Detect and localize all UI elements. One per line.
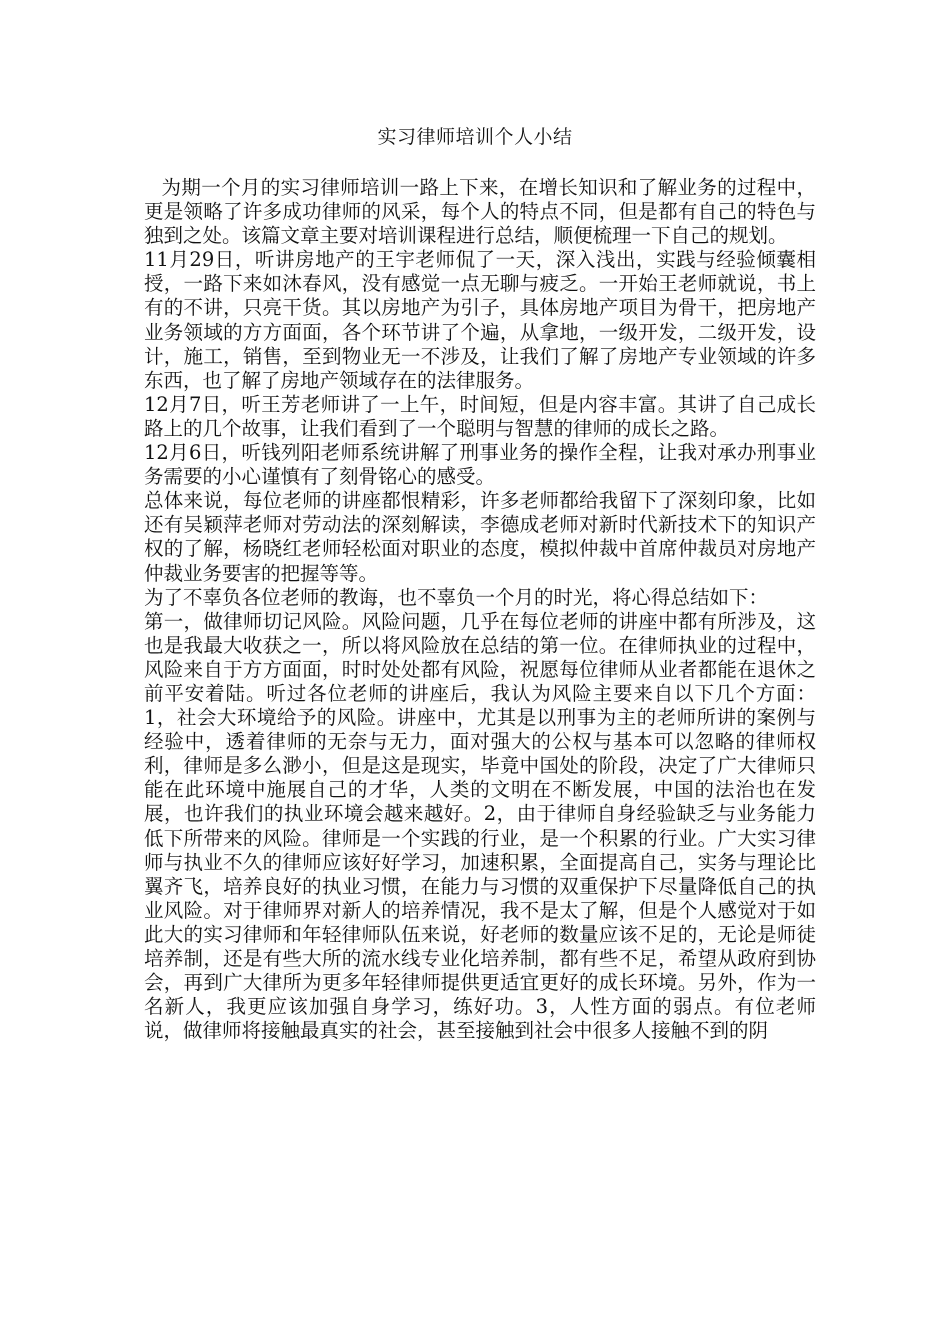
paragraph-intro: 为期一个月的实习律师培训一路上下来，在增长知识和了解业务的过程中，更是领略了许多成功律师的风采，每个人的特点不同，但是都有自己的特色与独到之处。该篇文章主要对培训课程进行总结，顺便梳理一下自己的规划。 — [144, 176, 816, 248]
paragraph-overall: 总体来说，每位老师的讲座都恨精彩，许多老师都给我留下了深刻印象，比如还有吴颖萍老师对劳动法的深刻解读，李德成老师对新时代新技术下的知识产权的了解，杨晓红老师轻松面对职业的态度，模拟仲裁中首席仲裁员对房地产仲裁业务要害的把握等等。 — [144, 489, 816, 585]
paragraph-dec-7: 12月7日，听王芳老师讲了一上午，时间短，但是内容丰富。其讲了自己成长路上的几个故事，让我们看到了一个聪明与智慧的律师的成长之路。 — [144, 392, 816, 440]
document-title: 实习律师培训个人小结 — [377, 126, 573, 148]
paragraph-summary-intro: 为了不辜负各位老师的教诲，也不辜负一个月的时光，将心得总结如下： — [144, 585, 769, 609]
paragraph-point-one: 第一，做律师切记风险。风险问题，几乎在每位老师的讲座中都有所涉及，这也是我最大收获之一，所以将风险放在总结的第一位。在律师执业的过程中，风险来自于方方面面，时时处处都有风险，祝愿每位律师从业者都能在退休之前平安着陆。听过各位老师的讲座后，我认为风险主要来自以下几个方面：1，社会大环境给予的风险。讲座中，尤其是以刑事为主的老师所讲的案例与经验中，透着律师的无奈与无力，面对强大的公权与基本可以忽略的律师权利，律师是多么渺小，但是这是现实，毕竟中国处的阶段，决定了广大律师只能在此环境中施展自己的才华，人类的文明在不断发展，中国的法治也在发展，也许我们的执业环境会越来越好。2，由于律师自身经验缺乏与业务能力低下所带来的风险。律师是一个实践的行业，是一个积累的行业。广大实习律师与执业不久的律师应该好好学习，加速积累，全面提高自己，实务与理论比翼齐飞，培养良好的执业习惯，在能力与习惯的双重保护下尽量降低自己的执业风险。对于律师界对新人的培养情况，我不是太了解，但是个人感觉对于如此大的实习律师和年轻律师队伍来说，好老师的数量应该不足的，无论是师徒培养制，还是有些大所的流水线专业化培养制，都有些不足，希望从政府到协会，再到广大律所为更多年轻律师提供更适宜更好的成长环境。另外，作为一名新人，我更应该加强自身学习，练好功。3，人性方面的弱点。有位老师说，做律师将接触最真实的社会，甚至接触到社会中很多人接触不到的阴 — [144, 609, 816, 1043]
paragraph-dec-6: 12月6日，听钱列阳老师系统讲解了刑事业务的操作全程，让我对承办刑事业务需要的小心谨慎有了刻骨铭心的感受。 — [144, 441, 816, 489]
paragraph-nov-29: 11月29日，听讲房地产的王宇老师侃了一天，深入浅出，实践与经验倾囊相授，一路下来如沐春风，没有感觉一点无聊与疲乏。一开始王老师就说，书上有的不讲，只亮干货。其以房地产为引子，具体房地产项目为骨干，把房地产业务领域的方方面面，各个环节讲了个遍，从拿地，一级开发，二级开发，设计，施工，销售，至到物业无一不涉及，让我们了解了房地产专业领域的许多东西，也了解了房地产领域存在的法律服务。 — [144, 248, 816, 392]
document-body — [144, 176, 816, 1043]
